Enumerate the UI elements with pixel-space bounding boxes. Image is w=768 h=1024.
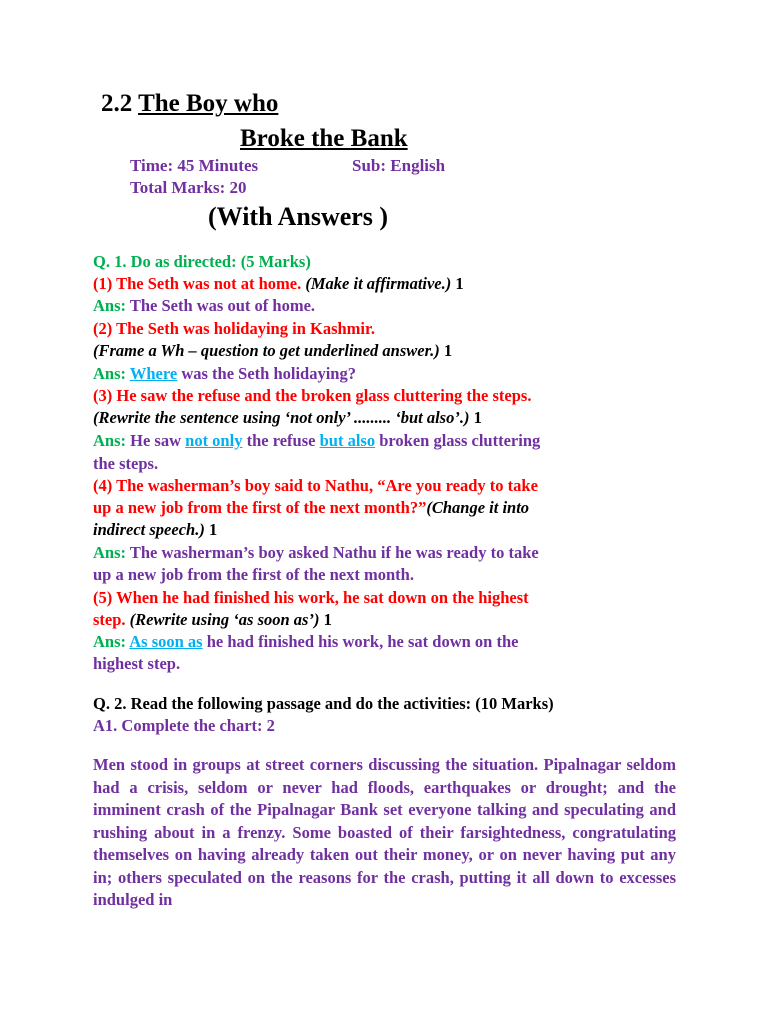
- answer-keyword-as-soon-as: As soon as: [129, 632, 203, 651]
- q1-item5-question-line1: (5) When he had finished his work, he sat down on the highest: [93, 588, 529, 607]
- q1-item1-question: (1) The Seth was not at home. (Make it affirmative.) 1: [93, 274, 464, 293]
- with-answers-heading: (With Answers ): [208, 202, 389, 231]
- q2-passage: Men stood in groups at street corners discussing the situation. Pipalnagar seldom had a crisis, seldom or never had floods, earthquakes or drought; and the imminent crash of the Pipalnagar Bank set everyone talking and speculating and rushing about in a frenzy. Some boasted of their farsightedness, congratulating themselves on having already taken out their money, or on never having put any in; others speculated on the reasons for the crash, putting it all down to excesses indulged in: [93, 755, 676, 909]
- q2-activity-a1: A1. Complete the chart: 2: [93, 716, 275, 735]
- q1-item5-question-line2: step. (Rewrite using ‘as soon as’) 1: [93, 610, 332, 629]
- time-label: Time: 45 Minutes: [130, 156, 259, 175]
- subject-label: Sub: English: [352, 156, 446, 175]
- q1-item4-question-line1: (4) The washerman’s boy said to Nathu, “Are you ready to take: [93, 476, 538, 495]
- q1-item1-answer: Ans: The Seth was out of home.: [93, 296, 316, 315]
- q1-item4-answer-line1: Ans: The washerman’s boy asked Nathu if he was ready to take: [93, 543, 539, 562]
- q1-item2-answer: Ans: Where was the Seth holidaying?: [93, 364, 356, 383]
- q1-item5-answer-line1: Ans: As soon as he had finished his work, he sat down on the: [93, 632, 519, 651]
- q1-item5-answer-line2: highest step.: [93, 654, 181, 673]
- q1-item4-question-line2: up a new job from the first of the next month?”(Change it into: [93, 498, 530, 517]
- chapter-number: 2.2: [101, 90, 133, 117]
- answer-keyword-not-only: not only: [185, 431, 243, 450]
- answer-keyword-but-also: but also: [319, 431, 376, 450]
- q2-heading: Q. 2. Read the following passage and do the activities: (10 Marks): [93, 694, 554, 713]
- total-marks-label: Total Marks: 20: [130, 178, 247, 197]
- q1-item2-instruction: (Frame a Wh – question to get underlined answer.) 1: [93, 341, 453, 360]
- chapter-title: The Boy who: [138, 90, 279, 117]
- answer-keyword-where: Where: [129, 364, 178, 383]
- q1-heading: Q. 1. Do as directed: (5 Marks): [93, 252, 311, 271]
- q1-item3-question: (3) He saw the refuse and the broken glass cluttering the steps.: [93, 386, 532, 405]
- chapter-title-line2: Broke the Bank: [240, 125, 408, 152]
- q1-item3-instruction: (Rewrite the sentence using ‘not only’ ......... ‘but also’.) 1: [93, 408, 482, 427]
- q1-item4-answer-line2: up a new job from the first of the next month.: [93, 565, 414, 584]
- q1-item2-question: (2) The Seth was holidaying in Kashmir.: [93, 319, 375, 338]
- q1-item4-instruction: indirect speech.) 1: [93, 520, 218, 539]
- chapter-title-line1: [101, 90, 278, 118]
- q1-item3-answer-cont: the steps.: [93, 454, 159, 473]
- q1-item3-answer: Ans: He saw not only the refuse but also broken glass cluttering: [93, 431, 541, 450]
